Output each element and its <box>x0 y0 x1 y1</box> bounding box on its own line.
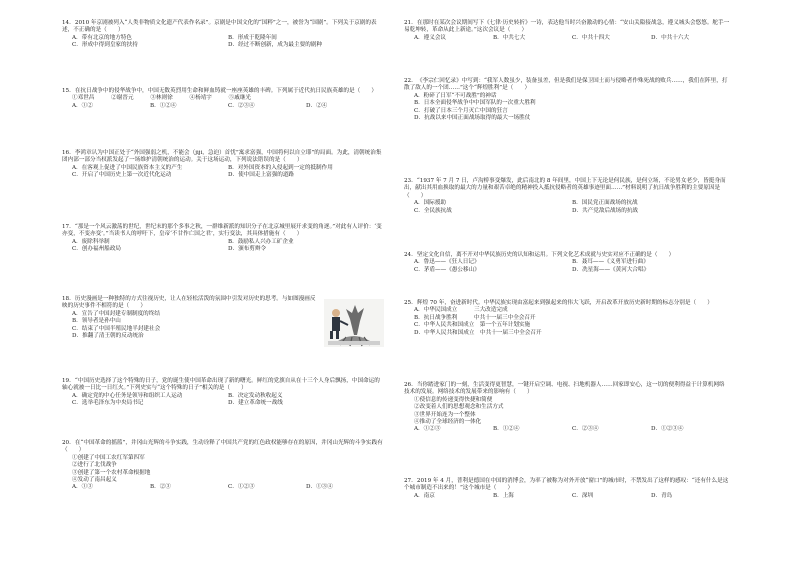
question-number: 14. <box>62 20 71 26</box>
option-d[interactable]: D．中共十六大 <box>651 34 690 41</box>
question-number: 21. <box>404 20 413 26</box>
question-stem: 历史漫画是一种独特的方式往视历史，让人在轻松活泼的氛围中引发对历史的思考。与如图漫画反映的历史事件不相符的是（ ） <box>62 296 316 310</box>
question-17 <box>62 224 384 254</box>
option-a[interactable]: A．确定党的中心任务是领导和组织工人运动 <box>72 392 183 399</box>
options <box>62 484 384 491</box>
option-c[interactable]: C．中共十四大 <box>572 34 610 41</box>
option-a[interactable]: A．①③ <box>72 484 93 491</box>
question-16 <box>62 150 384 180</box>
option-a[interactable]: A．宣告了中国封建专制制度的终结 <box>72 310 160 317</box>
options <box>404 200 730 215</box>
option-a[interactable]: A．遵义会议 <box>414 34 447 41</box>
sub-item: ③世界开始连为一个整体 <box>414 411 476 418</box>
sub-item: ④发动了南昌起义 <box>72 476 117 483</box>
options <box>404 259 730 274</box>
option-a[interactable]: A．废除科举制 <box>72 238 110 245</box>
question-number: 22. <box>404 78 413 84</box>
option-c[interactable]: C．开启了中国历史上第一次近代化运动 <box>72 172 172 179</box>
option-d[interactable]: D．抗战以来中国正面战场取得的最大一场胜仗 <box>414 114 531 121</box>
option-d[interactable]: D．①②③④ <box>651 426 684 433</box>
question-14 <box>62 20 384 50</box>
question-24 <box>404 252 730 274</box>
options <box>404 493 730 500</box>
option-a[interactable]: A．带有北京的地方特色 <box>72 34 132 41</box>
question-number: 20. <box>62 440 71 446</box>
question-stem: “中国历史选择了这个特殊的日子，党的诞生使中国革命出现了新的曙光。鲜红的党旗自从在十三个人身后飘扬，中国命运的轴心就被一日比一日红火。”下列史实与“这个特殊的日子”相关的是（ ） <box>62 378 380 392</box>
options <box>404 307 730 337</box>
question-stem: 辉煌 70 年，奋进新时代。中华民族实现由富起来到强起来的伟大飞跃，开启改革开放历史新时期的标志分别是（ ） <box>416 300 713 306</box>
option-c[interactable]: C．全民族抗战 <box>414 207 452 214</box>
options <box>62 103 384 110</box>
sub-item: ④推动了全球经济的一体化 <box>414 418 482 425</box>
options <box>62 239 384 254</box>
cartoon-figure <box>324 299 384 347</box>
option-c[interactable]: C．打破了日本三个月灭亡中国的狂言 <box>414 107 508 114</box>
question-19 <box>62 378 384 408</box>
sub-item: ②进行了北伐战争 <box>72 462 117 469</box>
option-c[interactable]: C．选举毛泽东为中央局书记 <box>72 400 144 407</box>
option-b[interactable]: B．领导者是孙中山 <box>72 318 121 325</box>
question-number: 26. <box>404 382 413 388</box>
question-stem: 2019 年 4 月，普利是德国在中国的消博会，为率了被称为对外开放“窗口”的城市时，不禁发出了这样的感叹：“还有什么是这个城市制造不出来的！”这个城市是（ ） <box>404 478 729 492</box>
option-c[interactable]: C．茅盾——《愚公移山》 <box>414 266 480 273</box>
question-stem: 在抗日战争中的侵华战争中，中国无数英烈用生命和鲜血铸就一座座英雄的丰碑。下列属于近代抗日民族英雄的是（ ） <box>74 88 377 94</box>
option-c[interactable]: C．①②③ <box>228 484 255 491</box>
option-d[interactable]: D．经过不断创新，成为最主要的剧种 <box>228 42 322 49</box>
option-b[interactable]: B．决定发动秋收起义 <box>228 392 283 399</box>
question-21 <box>404 20 730 42</box>
option-a[interactable]: A．中华民国成立 三大改造完成 <box>414 307 508 314</box>
question-23 <box>404 178 730 215</box>
option-c[interactable]: C．②③④ <box>228 102 255 109</box>
question-22 <box>404 78 730 122</box>
question-number: 17. <box>62 224 71 230</box>
option-d[interactable]: D．冼星海——《黄河大合唱》 <box>572 266 650 273</box>
option-c[interactable]: C．创办福州船政局 <box>72 246 122 253</box>
question-number: 15. <box>62 88 71 94</box>
sub-item: ①使信息的传递变得快捷和简便 <box>414 396 493 403</box>
question-number: 19. <box>62 378 71 384</box>
sub-item: ③创建了第一个农村革命根据地 <box>72 469 151 476</box>
question-number: 23. <box>404 178 413 184</box>
question-number: 16. <box>62 150 71 156</box>
sub-item: ②改变着人们的思想观念和生活方式 <box>414 404 504 411</box>
option-b[interactable]: B．聂耳——《义勇军进行曲》 <box>572 259 649 266</box>
question-stem: 《李宗仁回忆录》中写到：“我军人数虽少，装备虽差，但是我们是保卫国土而与侵略者作殊死战的败兵……，我们在阵里，打散了敌人的一个团……”这个“辉煌胜利”是（ ） <box>404 78 728 92</box>
option-b[interactable]: B．抗日战争胜利 中共十一届三中全会召开 <box>414 314 536 321</box>
question-18 <box>62 296 384 340</box>
options <box>62 165 384 180</box>
option-b[interactable]: B．②③ <box>150 484 171 491</box>
option-b[interactable]: B．①②④ <box>150 102 177 109</box>
options <box>404 426 730 433</box>
sub-item: ①创建了中国工农红军第四军 <box>72 454 145 461</box>
option-c[interactable]: C．②③④ <box>572 426 599 433</box>
options <box>404 35 730 42</box>
option-b[interactable]: B．鼓励私人兴办工矿企业 <box>228 238 294 245</box>
option-b[interactable]: B．上海 <box>493 492 514 499</box>
option-b[interactable]: B．对外国资本的入侵起到一定的抵制作用 <box>228 164 333 171</box>
option-c[interactable]: C．深圳 <box>572 492 594 499</box>
options <box>62 393 384 408</box>
question-stem: 当你踏进家门的一刻，生活变得更智慧，一键开启空调、电视、扫地机器人……回家即安心，这一切的便利得益于计算机网络技术的发展。网络技术的发展带来的影响有（ ） <box>404 382 725 396</box>
question-stem: 在那时在某次会议期间写下《七律·历史转折》一诗，表达他当时兴奋激动的心情：“安山关隘接战急，遵义城头会悠悠。舵手一易乾坤转，革命从此上新途。”这次会议是（ ） <box>404 20 730 34</box>
option-a[interactable]: A．在客观上促进了中国民族资本主义的产生 <box>72 164 183 171</box>
option-b[interactable]: B．①②④ <box>493 426 520 433</box>
option-d[interactable]: D．使中国走上富强的道路 <box>228 172 295 179</box>
option-d[interactable]: D．中华人民共和国成立 中共十一届三中全会召开 <box>414 329 542 336</box>
option-c[interactable]: C．形成中得到皇家的扶持 <box>72 42 138 49</box>
question-stem: 2010 年京剧被列入“人类非物质文化遗产代表作名录”。京剧是中国文化的“国粹”之一，被誉为“国剧”。下列关于京剧的表述，不正确的是（ ） <box>62 20 377 34</box>
question-stem: “那是一个风云激荡的世纪，世纪末的那个多事之秋，一群维新派的知识分子在北京城里展开求变的角逐。”对此有人评价：‘变亦变，不变亦变’。”当读书人的呼吁下，皇帝‘不甘作亡国之君’，实行变法，其具体措施有（ ） <box>62 224 382 238</box>
option-c[interactable]: C．结束了中国半殖民地半封建社会 <box>72 325 161 332</box>
question-number: 25. <box>404 300 413 306</box>
question-27 <box>404 478 730 500</box>
option-d[interactable]: D．②④ <box>306 102 328 109</box>
question-number: 27. <box>404 478 413 484</box>
sub-item: ①邓世昌 ②谢晋元 ③林则徐 ④杨靖宇 ⑤戚继光 <box>72 95 252 102</box>
option-d[interactable]: D．青岛 <box>651 492 673 499</box>
question-25 <box>404 300 730 337</box>
question-stem: 在“中国革命的摇篮”，井冈山光辉的斗争实践，生动诠释了中国共产党的红色政权能够存在的原因，井冈山光辉的斗争实践有（ ） <box>62 440 383 454</box>
option-b[interactable]: B．日本全面侵华战争中中国军队的一次重大胜利 <box>414 100 536 107</box>
question-stem: “1937 年 7 月 7 日，卢沟桥事变爆发，此后南北的 8 年间里，中国上下无论是何民族，是何立场，不论男女老少，皆挺身而出，献出其用血换取的最大的力量和艰苦卓绝的精神投入抵抗侵略者的英雄事迹里面……”材料说明了抗日战争胜利的主要原因是（ ） <box>404 178 726 199</box>
option-d[interactable]: D．建立革命统一战线 <box>228 400 283 407</box>
option-d[interactable]: D．①③④ <box>306 484 333 491</box>
question-26 <box>404 382 730 434</box>
option-a[interactable]: A．南京 <box>414 492 435 499</box>
option-a[interactable]: A．国际援助 <box>414 200 447 207</box>
option-d[interactable]: D．颁布剪辫令 <box>228 246 267 253</box>
option-a[interactable]: A．①② <box>72 102 93 109</box>
option-b[interactable]: B．中共七大 <box>493 34 526 41</box>
options <box>404 93 730 123</box>
question-number: 24. <box>404 252 413 258</box>
option-d[interactable]: D．共产党敌后战场的抗战 <box>572 207 639 214</box>
option-a[interactable]: A．①②③ <box>414 426 441 433</box>
question-number: 18. <box>62 296 71 302</box>
option-b[interactable]: B．形成于乾隆年间 <box>228 34 277 41</box>
options <box>62 35 384 50</box>
question-20 <box>62 440 384 492</box>
option-a[interactable]: A．鲁迅——《狂人日记》 <box>414 259 480 266</box>
option-c[interactable]: C．中华人民共和国成立 第一个五年计划实施 <box>414 322 531 329</box>
cartoon-illustration <box>324 299 384 347</box>
option-b[interactable]: B．国民党正面战场的抗战 <box>572 200 638 207</box>
option-a[interactable]: A．粉碎了日军“不可战胜”的神话 <box>414 92 497 99</box>
option-d[interactable]: D．推翻了清王朝的反动统治 <box>72 332 144 339</box>
question-15 <box>62 88 384 110</box>
question-stem: 坚定文化自信，离不开对中华民族历史的认知和运用。下列文化艺术成就与史实对应不正确的是（ ） <box>416 252 675 258</box>
question-stem: 李鸿章认为中国正处于“外国强弱之机，不能会（jiji，急迫）首忧”寓求富强，中国将何以自立耶”的局面。为此，清朝统治集团内部一部分当权派发起了一场维护清朝统治的运动。关于这场运动，下列说法错误的是（ ） <box>62 150 382 164</box>
